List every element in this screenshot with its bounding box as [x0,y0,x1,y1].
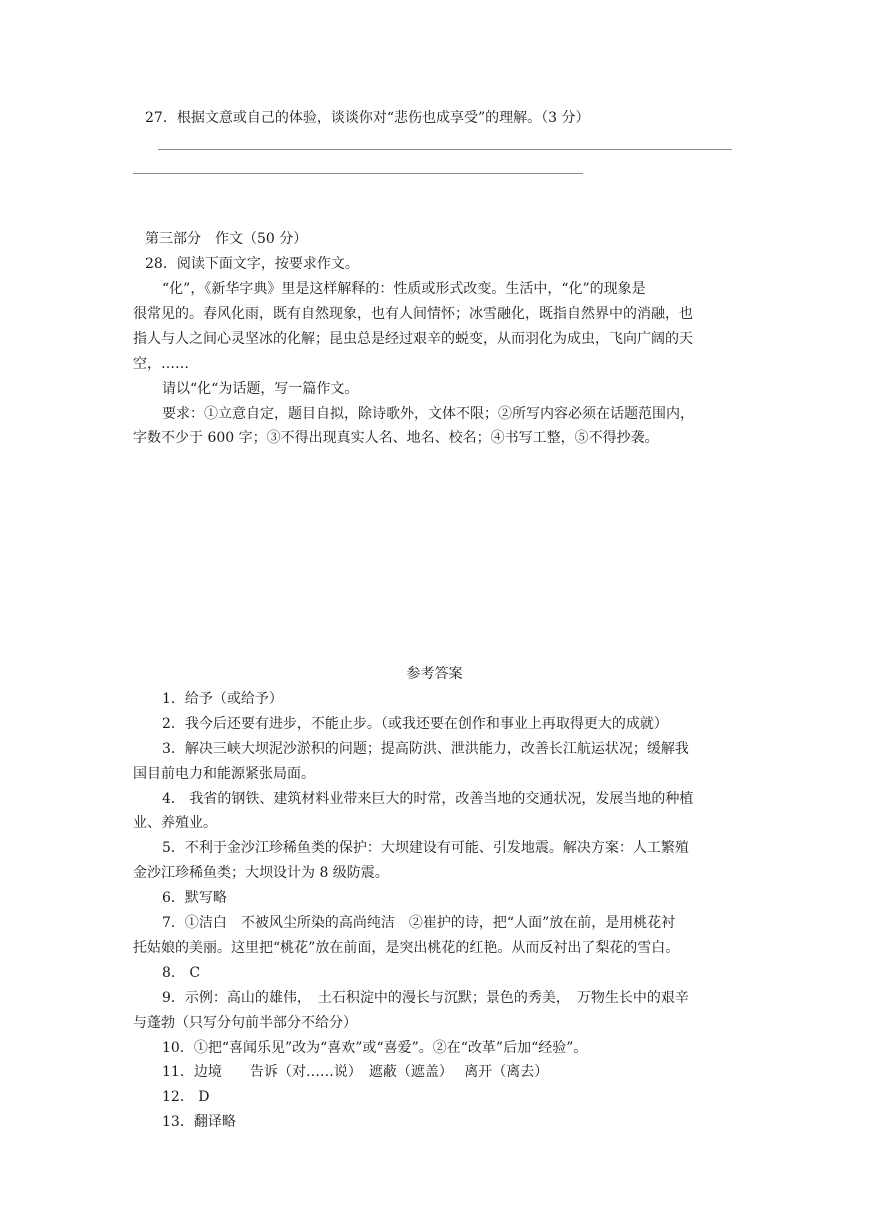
requirements-line: 字数不少于 600 字；③不得出现真实人名、地名、校名；④书写工整，⑤不得抄袭。 [133,430,659,446]
answer-line: 金沙江珍稀鱼类；大坝设计为 8 级防震。 [133,865,389,881]
answer-line: 12． D [162,1089,210,1105]
answer-line: 国目前电力和能源紧张局面。 [133,766,315,782]
answer-line: 13．翻译略 [162,1114,236,1130]
answer-line: 9．示例：高山的雄伟， 土石积淀中的漫长与沉默；景色的秀美， 万物生长中的艰辛 [162,990,689,1006]
answer-line: 5．不利于金沙江珍稀鱼类的保护：大坝建设有可能、引发地震。解决方案：人工繁殖 [162,840,689,856]
answer-line: 7．①洁白 不被风尘所染的高尚纯洁 ②崔护的诗，把“人面”放在前，是用桃花衬 [162,915,676,931]
answer-line: 10．①把“喜闻乐见”改为“喜欢”或“喜爱”。②在“改革”后加“经验”。 [162,1040,588,1056]
answer-line: 8． C [162,965,201,981]
topic-instruction: 请以“化“为话题，写一篇作文。 [162,381,359,397]
question-28-title: 28．阅读下面文字，按要求作文。 [145,256,359,272]
part3-heading: 第三部分 作文（50 分） [145,231,308,247]
answer-line-2 [133,173,583,174]
passage-line: 很常见的。春风化雨，既有自然现象，也有人间情怀；冰雪融化，既指自然界中的消融，也 [133,306,693,322]
answer-line: 11．边境 告诉（对……说） 遮蔽（遮盖） 离开（离去） [162,1064,549,1080]
answer-line: 与蓬勃（只写分句前半部分不给分） [133,1015,357,1031]
answer-line-1 [158,149,732,150]
answer-line: 1．给予（或给予） [162,691,283,707]
answer-line: 4． 我省的钢铁、建筑材料业带来巨大的时常，改善当地的交通状况，发展当地的种植 [162,791,694,807]
answer-line: 业、养殖业。 [133,815,217,831]
answers-title: 参考答案 [406,666,463,682]
answer-line: 3．解决三峡大坝泥沙淤积的问题；提高防洪、泄洪能力，改善长江航运状况；缓解我 [162,741,689,757]
passage-line: 指人与人之间心灵坚冰的化解；昆虫总是经过艰辛的蜕变，从而羽化为成虫，飞向广阔的天 [133,331,693,347]
answer-line: 6．默写略 [162,890,227,906]
question-27: 27．根据文意或自己的体验，谈谈你对“悲伤也成享受”的理解。（3 分） [145,110,590,126]
answer-line: 托姑娘的美丽。这里把“桃花”放在前面，是突出桃花的红艳。从而反衬出了梨花的雪白。 [133,940,680,956]
passage-line: 空，…… [133,356,189,372]
passage-line: “化”，《新华字典》里是这样解释的：性质或形式改变。生活中，“化”的现象是 [162,281,646,297]
answer-line: 2．我今后还要有进步，不能止步。（或我还要在创作和事业上再取得更大的成就） [162,716,668,732]
requirements-line: 要求：①立意自定，题目自拟，除诗歌外，文体不限；②所写内容必须在话题范围内， [162,406,694,422]
